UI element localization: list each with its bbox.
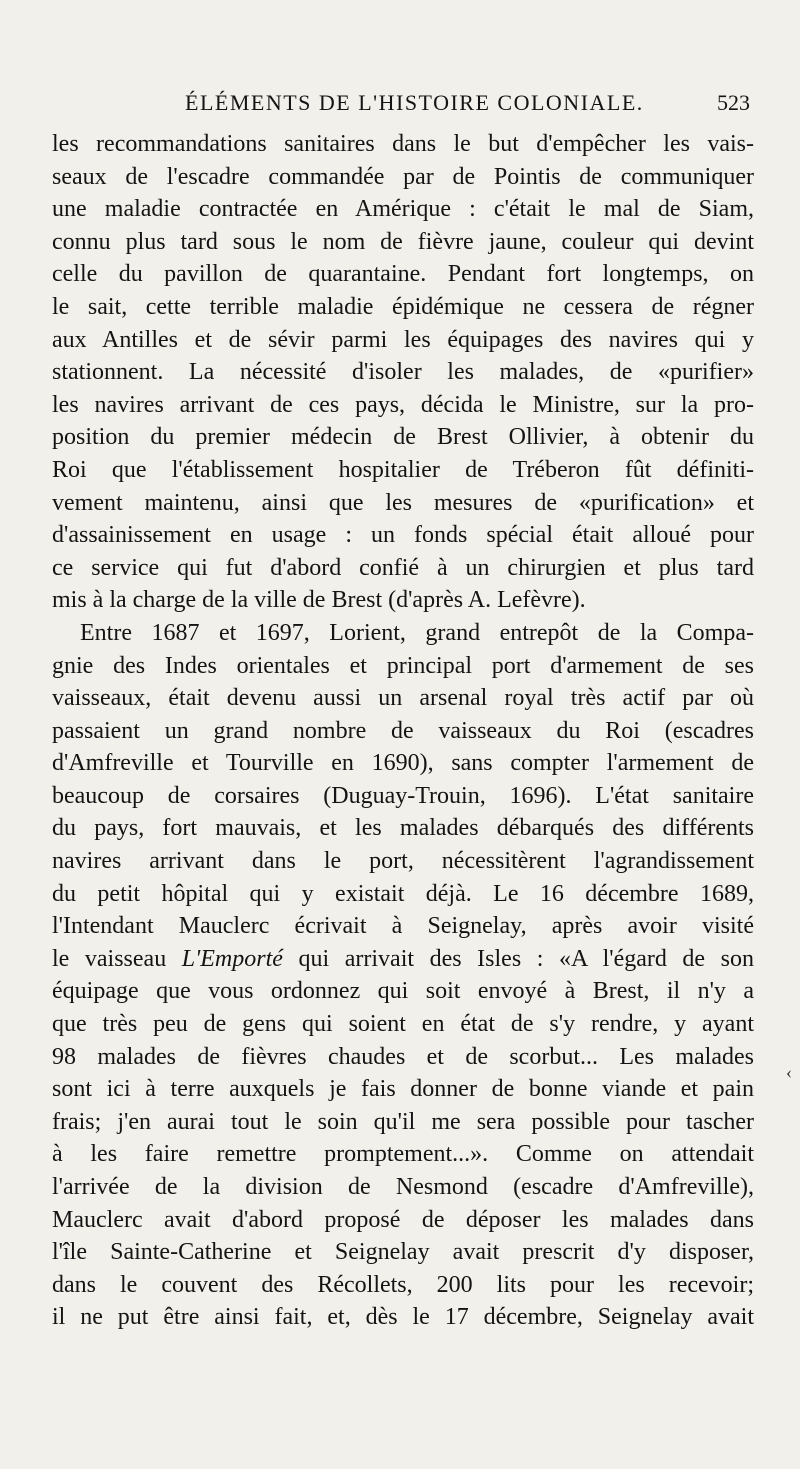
text-segment: le vaisseau [52, 945, 167, 972]
margin-mark: ‹ [786, 1062, 792, 1082]
text-line: le sait, cette terrible maladie épidémique ne cessera de régner [52, 293, 754, 320]
text-line: celle du pavillon de quarantaine. Pendant fort longtemps, on [52, 261, 754, 288]
text-line: navires arrivant dans le port, nécessitèrent l'agrandissement [52, 848, 754, 875]
running-title: ÉLÉMENTS DE L'HISTOIRE COLONIALE. [185, 90, 644, 115]
text-line: équipage que vous ordonnez qui soit envoyé à Brest, il n'y a [52, 978, 754, 1005]
text-line: passaient un grand nombre de vaisseaux du Roi (escadres [52, 717, 754, 744]
text-line: les recommandations sanitaires dans le but d'empêcher les vais- [52, 131, 754, 157]
text-line: les navires arrivant de ces pays, décida le Ministre, sur la pro- [52, 391, 754, 418]
text-line: vaisseaux, était devenu aussi un arsenal royal très actif par où [52, 685, 754, 712]
text-line: une maladie contractée en Amérique : c'était le mal de Siam, [52, 196, 754, 223]
page-header [52, 90, 752, 124]
text-line: connu plus tard sous le nom de fièvre jaune, couleur qui devint [52, 228, 754, 255]
page-number: 523 [717, 90, 750, 115]
text-line: sont ici à terre auxquels je fais donner de bonne viande et pain [52, 1076, 754, 1103]
body-text [52, 128, 754, 1334]
text-line: vement maintenu, ainsi que les mesures de «purification» et [52, 489, 754, 516]
text-line: ce service qui fut d'abord confié à un chirurgien et plus tard [52, 554, 754, 581]
text-line: l'Intendant Mauclerc écrivait à Seignelay, après avoir visité [52, 913, 754, 940]
text-line: mis à la charge de la ville de Brest (d'après A. Lefèvre). [52, 587, 586, 614]
text-line: que très peu de gens qui soient en état de s'y rendre, y ayant [52, 1011, 754, 1038]
text-line: position du premier médecin de Brest Ollivier, à obtenir du [52, 424, 754, 451]
text-line: dans le couvent des Récollets, 200 lits pour les recevoir; [52, 1271, 754, 1298]
text-line: d'Amfreville et Tourville en 1690), sans compter l'armement de [52, 750, 754, 777]
text-line: il ne put être ainsi fait, et, dès le 17 décembre, Seignelay avait [52, 1304, 754, 1331]
text-line: l'île Sainte-Catherine et Seignelay avait prescrit d'y disposer, [52, 1239, 754, 1266]
text-line: beaucoup de corsaires (Duguay-Trouin, 1696). L'état sanitaire [52, 782, 754, 809]
text-line: aux Antilles et de sévir parmi les équipages des navires qui y [52, 326, 754, 353]
ship-name: L'Emporté [181, 945, 283, 972]
text-line: Mauclerc avait d'abord proposé de déposer les malades dans [52, 1206, 754, 1233]
text-line: Entre 1687 et 1697, Lorient, grand entrepôt de la Compa- [80, 619, 754, 646]
text-line: seaux de l'escadre commandée par de Pointis de communiquer [52, 163, 754, 190]
text-line: frais; j'en aurai tout le soin qu'il me sera possible pour tascher [52, 1108, 754, 1135]
text-line-with-ship-name [52, 943, 754, 976]
text-segment: qui arrivait des Isles : «A l'égard de son [298, 945, 755, 972]
text-line: stationnent. La nécessité d'isoler les malades, de «purifier» [52, 359, 754, 386]
text-line: d'assainissement en usage : un fonds spécial était alloué pour [52, 522, 754, 549]
text-line: du pays, fort mauvais, et les malades débarqués des différents [52, 815, 754, 842]
text-line: 98 malades de fièvres chaudes et de scorbut... Les malades [52, 1043, 754, 1070]
text-line: à les faire remettre promptement...». Comme on attendait [52, 1141, 754, 1168]
text-line: gnie des Indes orientales et principal port d'armement de ses [52, 652, 754, 679]
text-line: du petit hôpital qui y existait déjà. Le 16 décembre 1689, [52, 880, 754, 907]
text-line: Roi que l'établissement hospitalier de Tréberon fût définiti- [52, 456, 754, 483]
text-line: l'arrivée de la division de Nesmond (escadre d'Amfreville), [52, 1174, 754, 1200]
